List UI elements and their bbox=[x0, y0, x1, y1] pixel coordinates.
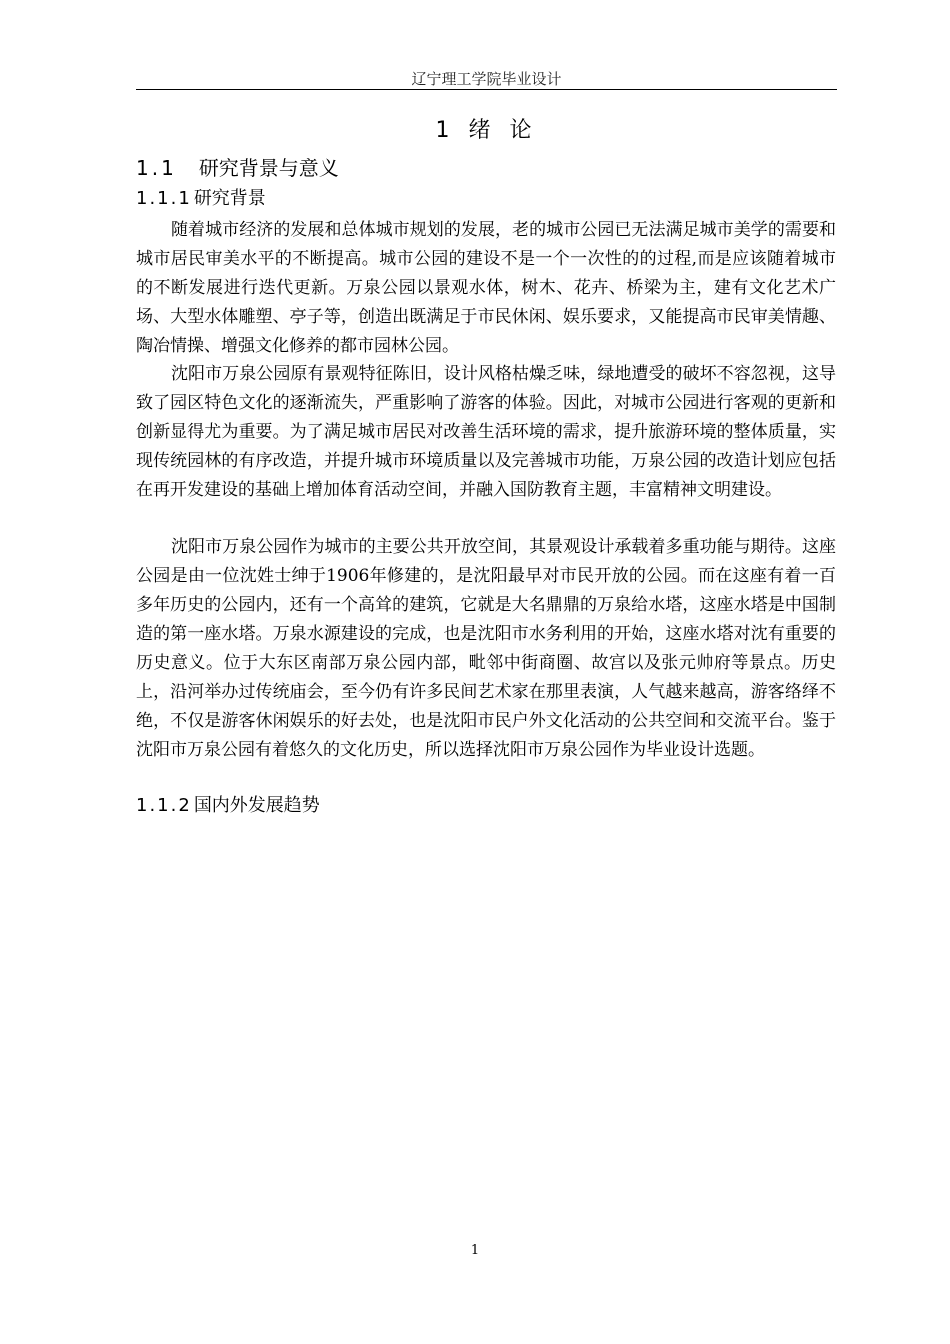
paragraph-text: 随着城市经济的发展和总体城市规划的发展，老的城市公园已无法满足城市美学的需要和城市居民审美水平的不断提高。城市公园的建设不是一个一次性的的过程,而是应该随着城市的不断发展进行迭代更新。万泉公园以景观水体，树木、花卉、桥梁为主，建有文化艺术广场、大型水体雕塑、亭子等，创造出既满足于市民休闲、娱乐要求，又能提高市民审美情趣、陶冶情操、增强文化修养的都市园林公园。 bbox=[136, 220, 836, 356]
subsection-number: 1.1.1 bbox=[136, 188, 192, 209]
subsection-title: 研究背景 bbox=[193, 188, 266, 209]
subsection-heading-background bbox=[136, 186, 266, 212]
paragraph-text: 沈阳市万泉公园作为城市的主要公共开放空间，其景观设计承载着多重功能与期待。这座公园是由一位沈姓士绅于1906年修建的，是沈阳最早对市民开放的公园。而在这座有着一百多年历史的公园内，还有一个高耸的建筑，它就是大名鼎鼎的万泉给水塔，这座水塔是中国制造的第一座水塔。万泉水源建设的完成，也是沈阳市水务利用的开始，这座水塔对沈有重要的历史意义。位于大东区南部万泉公园内部，毗邻中街商圈、故宫以及张元帅府等景点。历史上，沿河举办过传统庙会，至今仍有许多民间艺术家在那里表演，人气越来越高，游客络绎不绝，不仅是游客休闲娱乐的好去处，也是沈阳市民户外文化活动的公共空间和交流平台。鉴于沈阳市万泉公园有着悠久的文化历史，所以选择沈阳市万泉公园作为毕业设计选题。 bbox=[136, 537, 836, 760]
subsection-heading-trends bbox=[136, 793, 320, 819]
page-number: 1 bbox=[470, 1243, 480, 1258]
body-paragraph-3 bbox=[136, 533, 836, 765]
paragraph-text: 沈阳市万泉公园原有景观特征陈旧，设计风格枯燥乏味，绿地遭受的破坏不容忽视，这导致了园区特色文化的逐渐流失，严重影响了游客的体验。因此，对城市公园进行客观的更新和创新显得尤为重要。为了满足城市居民对改善生活环境的需求，提升旅游环境的整体质量，实现传统园林的有序改造，并提升城市环境质量以及完善城市功能，万泉公园的改造计划应包括在再开发建设的基础上增加体育活动空间，并融入国防教育主题，丰富精神文明建设。 bbox=[136, 364, 836, 500]
chapter-title: 1 绪 论 bbox=[435, 118, 538, 143]
body-paragraph-2 bbox=[136, 360, 836, 505]
subsection-title: 国内外发展趋势 bbox=[193, 795, 320, 816]
body-paragraph-1 bbox=[136, 216, 836, 361]
subsection-number: 1.1.2 bbox=[136, 795, 192, 816]
section-heading bbox=[136, 154, 339, 182]
section-title: 研究背景与意义 bbox=[198, 156, 339, 180]
section-number: 1.1 bbox=[136, 156, 177, 180]
page-header: 辽宁理工学院毕业设计 bbox=[411, 70, 562, 88]
header-divider bbox=[136, 89, 837, 90]
